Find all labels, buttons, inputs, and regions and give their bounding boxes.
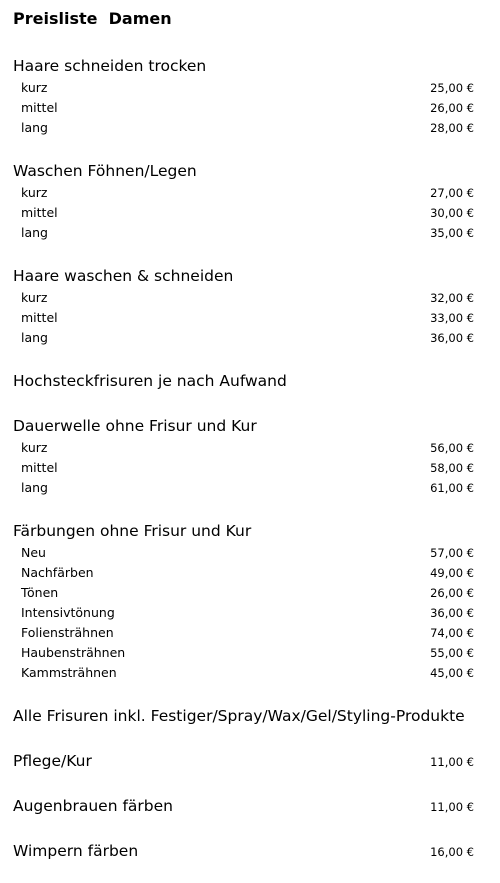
extra-label-augenbrauen: Augenbrauen färben xyxy=(13,797,173,815)
item-price: 27,00 € xyxy=(430,186,474,200)
styling-note: Alle Frisuren inkl. Festiger/Spray/Wax/Gel/Styling-Produkte xyxy=(13,707,465,725)
item-label: mittel xyxy=(21,100,58,115)
item-label: lang xyxy=(21,480,48,495)
item-label: mittel xyxy=(21,460,58,475)
item-label: Haubensträhnen xyxy=(21,645,126,660)
item-label: mittel xyxy=(21,205,58,220)
item-price: 35,00 € xyxy=(430,226,474,240)
item-label: Kammsträhnen xyxy=(21,665,117,680)
section-title-waschen-foehnen-legen: Waschen Föhnen/Legen xyxy=(13,162,197,180)
item-label: Nachfärben xyxy=(21,565,94,580)
item-price: 57,00 € xyxy=(430,546,474,560)
item-label: lang xyxy=(21,225,48,240)
item-price: 61,00 € xyxy=(430,481,474,495)
item-price: 55,00 € xyxy=(430,646,474,660)
item-price: 45,00 € xyxy=(430,666,474,680)
extra-price-augenbrauen: 11,00 € xyxy=(430,800,474,814)
item-label: Neu xyxy=(21,545,46,560)
item-label: Intensivtönung xyxy=(21,605,115,620)
item-price: 26,00 € xyxy=(430,101,474,115)
extra-label-pflege-kur: Pflege/Kur xyxy=(13,752,92,770)
item-label: mittel xyxy=(21,310,58,325)
item-label: kurz xyxy=(21,440,48,455)
extra-price-pflege-kur: 11,00 € xyxy=(430,755,474,769)
item-price: 36,00 € xyxy=(430,331,474,345)
item-price: 30,00 € xyxy=(430,206,474,220)
item-price: 32,00 € xyxy=(430,291,474,305)
item-label: kurz xyxy=(21,80,48,95)
item-price: 36,00 € xyxy=(430,606,474,620)
section-title-haare-waschen-schneiden: Haare waschen & schneiden xyxy=(13,267,234,285)
item-label: kurz xyxy=(21,290,48,305)
item-price: 26,00 € xyxy=(430,586,474,600)
item-price: 49,00 € xyxy=(430,566,474,580)
item-label: Tönen xyxy=(21,585,59,600)
item-price: 25,00 € xyxy=(430,81,474,95)
item-label: lang xyxy=(21,120,48,135)
item-price: 33,00 € xyxy=(430,311,474,325)
extra-label-wimpern: Wimpern färben xyxy=(13,842,139,860)
item-price: 74,00 € xyxy=(430,626,474,640)
item-label: kurz xyxy=(21,185,48,200)
section-title-faerbungen: Färbungen ohne Frisur und Kur xyxy=(13,522,252,540)
section-title-haare-schneiden-trocken: Haare schneiden trocken xyxy=(13,57,207,75)
item-label: Foliensträhnen xyxy=(21,625,114,640)
page-title: Preisliste Damen xyxy=(13,9,172,28)
item-price: 28,00 € xyxy=(430,121,474,135)
item-label: lang xyxy=(21,330,48,345)
section-title-dauerwelle: Dauerwelle ohne Frisur und Kur xyxy=(13,417,257,435)
extra-price-wimpern: 16,00 € xyxy=(430,845,474,859)
item-price: 58,00 € xyxy=(430,461,474,475)
section-title-hochsteckfrisuren: Hochsteckfrisuren je nach Aufwand xyxy=(13,372,287,390)
item-price: 56,00 € xyxy=(430,441,474,455)
